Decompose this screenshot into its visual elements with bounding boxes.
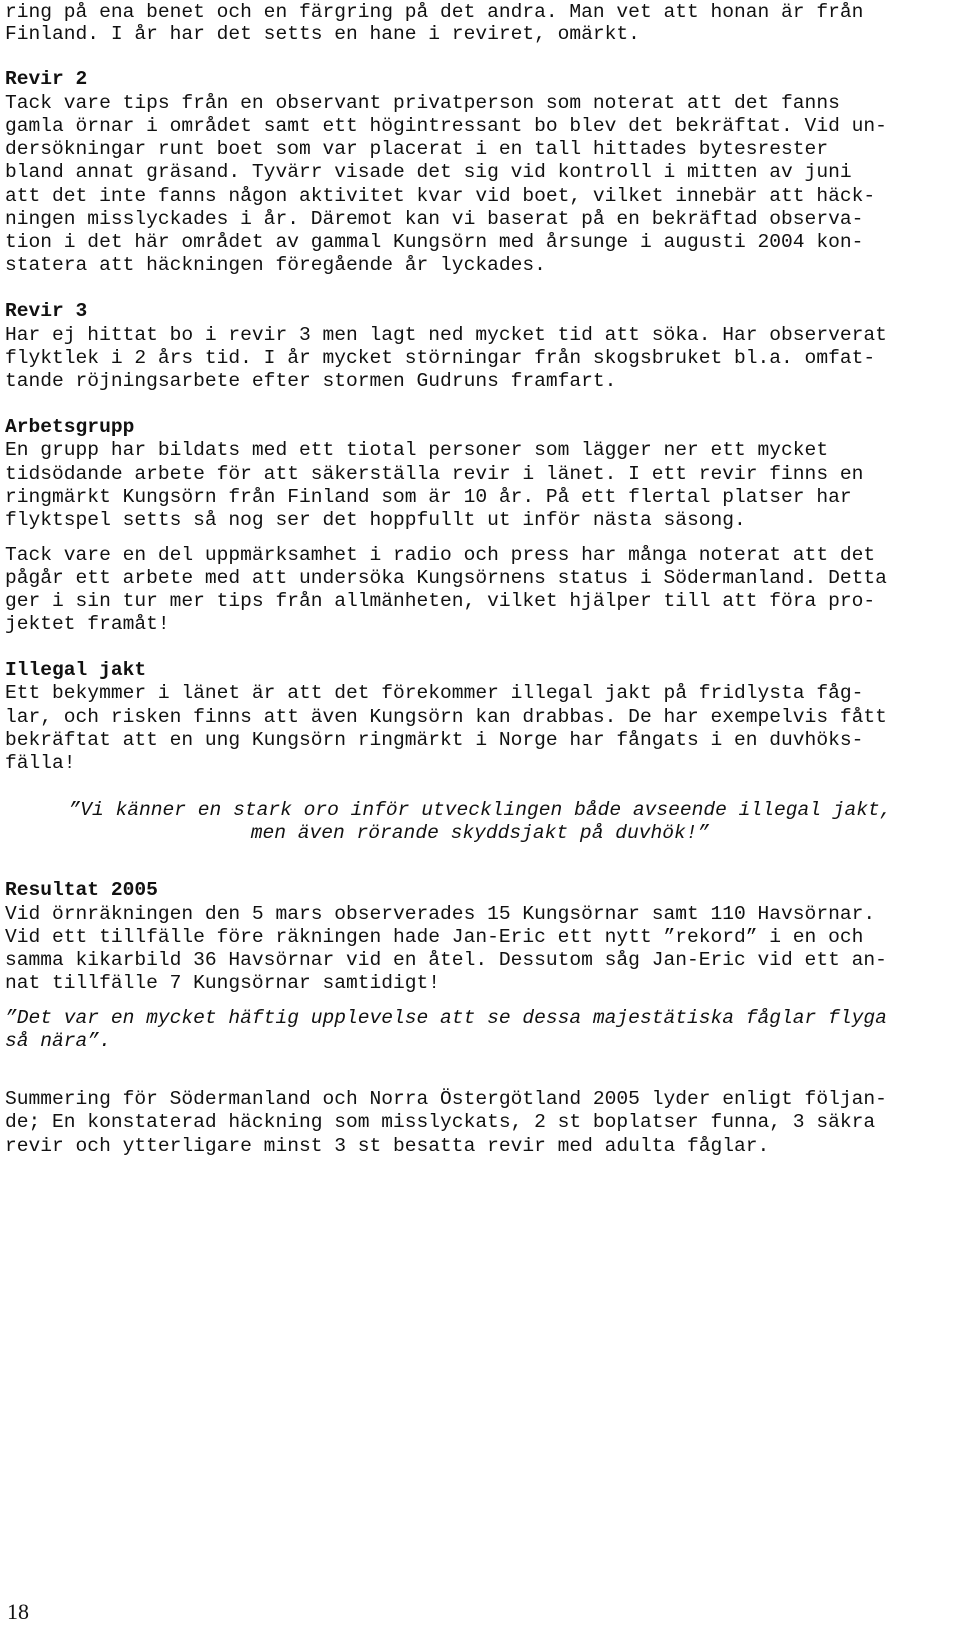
text-line: fälla! <box>5 752 76 774</box>
heading-revir-2: Revir 2 <box>5 68 88 90</box>
text-line: Tack vare en del uppmärksamhet i radio och press har många noterat att det <box>5 544 876 566</box>
text-line: ringmärkt Kungsörn från Finland som är 10 år. På ett flertal platser har <box>5 486 852 508</box>
text-line: revir och ytterligare minst 3 st besatta revir med adulta fåglar. <box>5 1135 770 1157</box>
text-line: nat tillfälle 7 Kungsörnar samtidigt! <box>5 972 441 994</box>
text-line: statera att häckningen föregående år lyckades. <box>5 254 546 276</box>
text-line: jektet framåt! <box>5 613 170 635</box>
text-line: flyktlek i 2 års tid. I år mycket störningar från skogsbruket bl.a. omfat- <box>5 347 876 369</box>
text-line: bland annat gräsand. Tyvärr visade det sig vid kontroll i mitten av juni <box>5 161 852 183</box>
heading-revir-3: Revir 3 <box>5 300 88 322</box>
text-line: pågår ett arbete med att undersöka Kungsörnens status i Södermanland. Detta <box>5 567 887 589</box>
text-line: Finland. I år har det setts en hane i reviret, omärkt. <box>5 23 640 45</box>
text-line: Vid örnräkningen den 5 mars observerades 15 Kungsörnar samt 110 Havsörnar. <box>5 903 876 925</box>
text-line: tidsödande arbete för att säkerställa revir i länet. I ett revir finns en <box>5 463 864 485</box>
quote-line: ”Det var en mycket häftig upplevelse att se dessa majestätiska fåglar flyga <box>5 1007 887 1029</box>
quote-line: men även rörande skyddsjakt på duvhök!” <box>250 822 710 844</box>
text-line: Ett bekymmer i länet är att det förekommer illegal jakt på fridlysta fåg- <box>5 682 864 704</box>
text-line: Har ej hittat bo i revir 3 men lagt ned mycket tid att söka. Har observerat <box>5 324 887 346</box>
text-line: tande röjningsarbete efter stormen Gudruns framfart. <box>5 370 617 392</box>
text-line: En grupp har bildats med ett tiotal personer som lägger ner ett mycket <box>5 439 829 461</box>
heading-arbetsgrupp: Arbetsgrupp <box>5 416 135 438</box>
quote-line: så nära”. <box>5 1030 111 1052</box>
text-line: att det inte fanns någon aktivitet kvar vid boet, vilket innebär att häck- <box>5 185 876 207</box>
text-line: Tack vare tips från en observant privatperson som noterat att det fanns <box>5 92 840 114</box>
quote-line: ”Vi känner en stark oro inför utvecklingen både avseende illegal jakt, <box>68 799 892 821</box>
heading-illegal-jakt: Illegal jakt <box>5 659 147 681</box>
text-line: tion i det här området av gammal Kungsörn med årsunge i augusti 2004 kon- <box>5 231 864 253</box>
text-line: Vid ett tillfälle före räkningen hade Jan-Eric ett nytt ”rekord” i en och <box>5 926 864 948</box>
text-line: ningen misslyckades i år. Däremot kan vi baserat på en bekräftad observa- <box>5 208 864 230</box>
text-line: flyktspel setts så nog ser det hoppfullt ut inför nästa säsong. <box>5 509 746 531</box>
text-line: ger i sin tur mer tips från allmänheten, vilket hjälper till att föra pro- <box>5 590 876 612</box>
text-line: ring på ena benet och en färgring på det andra. Man vet att honan är från <box>5 1 864 23</box>
page-number: 18 <box>7 1599 29 1624</box>
text-line: gamla örnar i området samt ett högintressant bo blev det bekräftat. Vid un- <box>5 115 887 137</box>
heading-resultat-2005: Resultat 2005 <box>5 879 158 901</box>
text-line: dersökningar runt boet som var placerat i en tall hittades bytesrester <box>5 138 829 160</box>
text-line: lar, och risken finns att även Kungsörn kan drabbas. De har exempelvis fått <box>5 706 887 728</box>
text-line: bekräftat att en ung Kungsörn ringmärkt i Norge har fångats i en duvhöks- <box>5 729 864 751</box>
text-line: samma kikarbild 36 Havsörnar vid en åtel. Dessutom såg Jan-Eric vid ett an- <box>5 949 887 971</box>
text-line: Summering för Södermanland och Norra Östergötland 2005 lyder enligt följan- <box>5 1088 887 1110</box>
text-line: de; En konstaterad häckning som misslyckats, 2 st boplatser funna, 3 säkra <box>5 1111 876 1133</box>
